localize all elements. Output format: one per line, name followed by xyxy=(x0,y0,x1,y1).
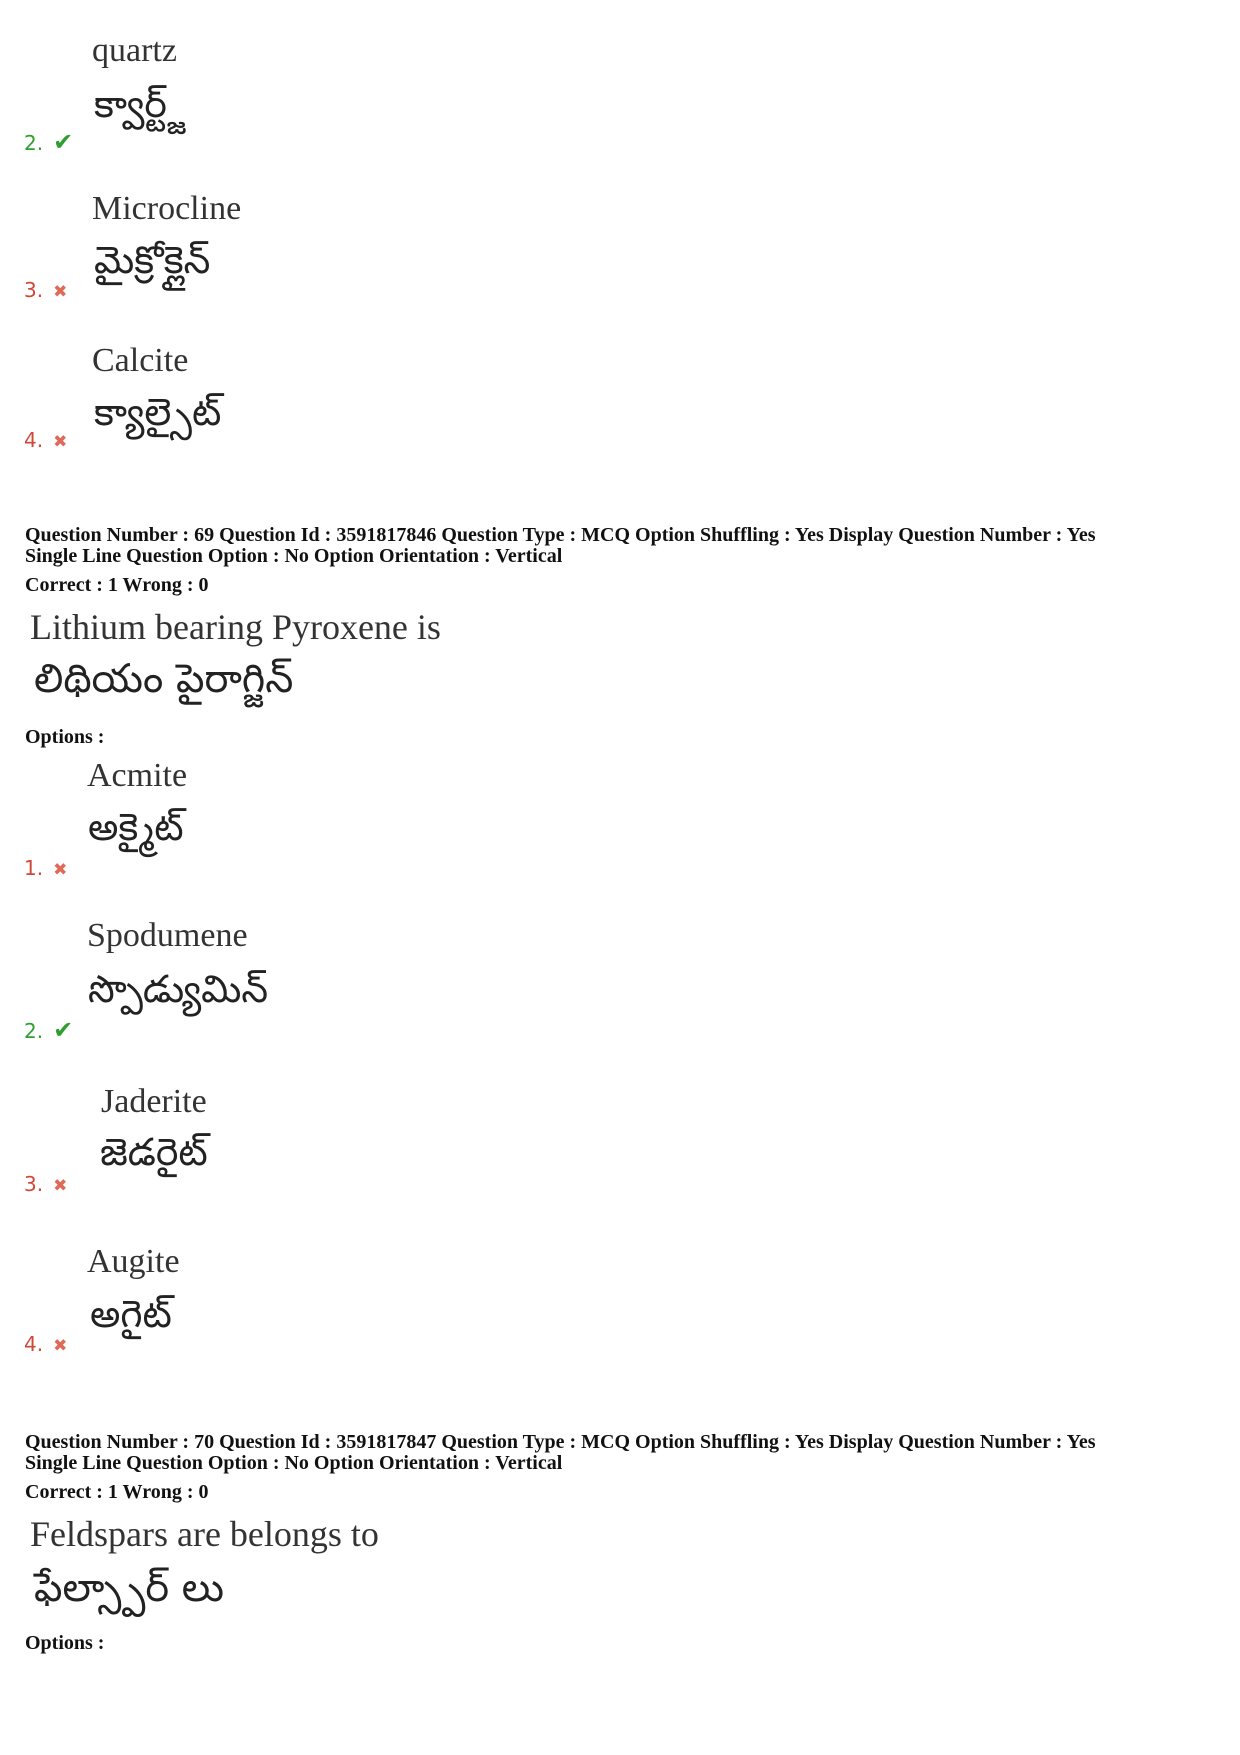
cross-icon: ✖ xyxy=(53,282,68,302)
cross-icon: ✖ xyxy=(53,860,68,880)
option-telugu: స్పొడ్యుమిన్ xyxy=(88,967,269,1011)
option-telugu: అగైట్ xyxy=(90,1292,172,1336)
option-english: Acmite xyxy=(87,757,188,794)
option-english: Spodumene xyxy=(87,917,248,954)
cross-icon: ✖ xyxy=(53,432,68,452)
option-english: Jaderite xyxy=(101,1083,207,1120)
marks-info: Correct : 1 Wrong : 0 xyxy=(25,574,209,596)
check-icon: ✔ xyxy=(53,128,74,156)
option-telugu: అక్మైట్ xyxy=(88,805,184,849)
cross-icon: ✖ xyxy=(53,1336,68,1356)
cross-icon: ✖ xyxy=(53,1176,68,1196)
question-meta-line2: Single Line Question Option : No Option Orientation : Vertical xyxy=(25,545,563,567)
question-text-telugu: ఫేల్స్పార్ లు xyxy=(34,1565,224,1611)
option-telugu: మైక్రోక్లైన్ xyxy=(94,238,211,282)
option-number: 1. xyxy=(24,856,44,880)
option-telugu: జెడరైట్ xyxy=(100,1130,208,1174)
option-english: Calcite xyxy=(92,342,189,379)
question-meta-line1: Question Number : 69 Question Id : 3591817846 Question Type : MCQ Option Shuffling : Yes Display Question Number : Yes xyxy=(25,524,1096,546)
option-english: Augite xyxy=(87,1243,180,1280)
option-number: 4. xyxy=(24,428,44,452)
question-meta-line1: Question Number : 70 Question Id : 3591817847 Question Type : MCQ Option Shuffling : Yes Display Question Number : Yes xyxy=(25,1431,1096,1453)
question-text-english: Feldspars are belongs to xyxy=(30,1514,379,1554)
options-label: Options : xyxy=(25,1632,105,1654)
option-number-row xyxy=(24,1172,67,1196)
marks-info: Correct : 1 Wrong : 0 xyxy=(25,1481,209,1503)
option-telugu: క్యాల్సైట్ xyxy=(94,390,222,434)
option-english: quartz xyxy=(92,32,177,69)
options-label: Options : xyxy=(25,726,105,748)
question-text-english: Lithium bearing Pyroxene is xyxy=(30,607,441,647)
question-meta xyxy=(25,1432,1095,1474)
question-meta-line2: Single Line Question Option : No Option Orientation : Vertical xyxy=(25,1452,563,1474)
option-number: 3. xyxy=(24,278,44,302)
option-number-row xyxy=(24,128,73,156)
option-number-row xyxy=(24,428,67,452)
question-text-telugu: లిథియం పైరాగ్జిన్ xyxy=(34,656,294,702)
option-number-row xyxy=(24,1016,73,1044)
option-number: 4. xyxy=(24,1332,44,1356)
option-number-row xyxy=(24,1332,67,1356)
option-number-row xyxy=(24,856,67,880)
option-number: 3. xyxy=(24,1172,44,1196)
option-english: Microcline xyxy=(92,190,242,227)
option-number-row xyxy=(24,278,67,302)
option-number: 2. xyxy=(24,1019,44,1043)
option-telugu: క్వార్ట్జ్ xyxy=(94,82,186,126)
question-meta xyxy=(25,525,1095,567)
check-icon: ✔ xyxy=(53,1016,74,1044)
option-number: 2. xyxy=(24,131,44,155)
